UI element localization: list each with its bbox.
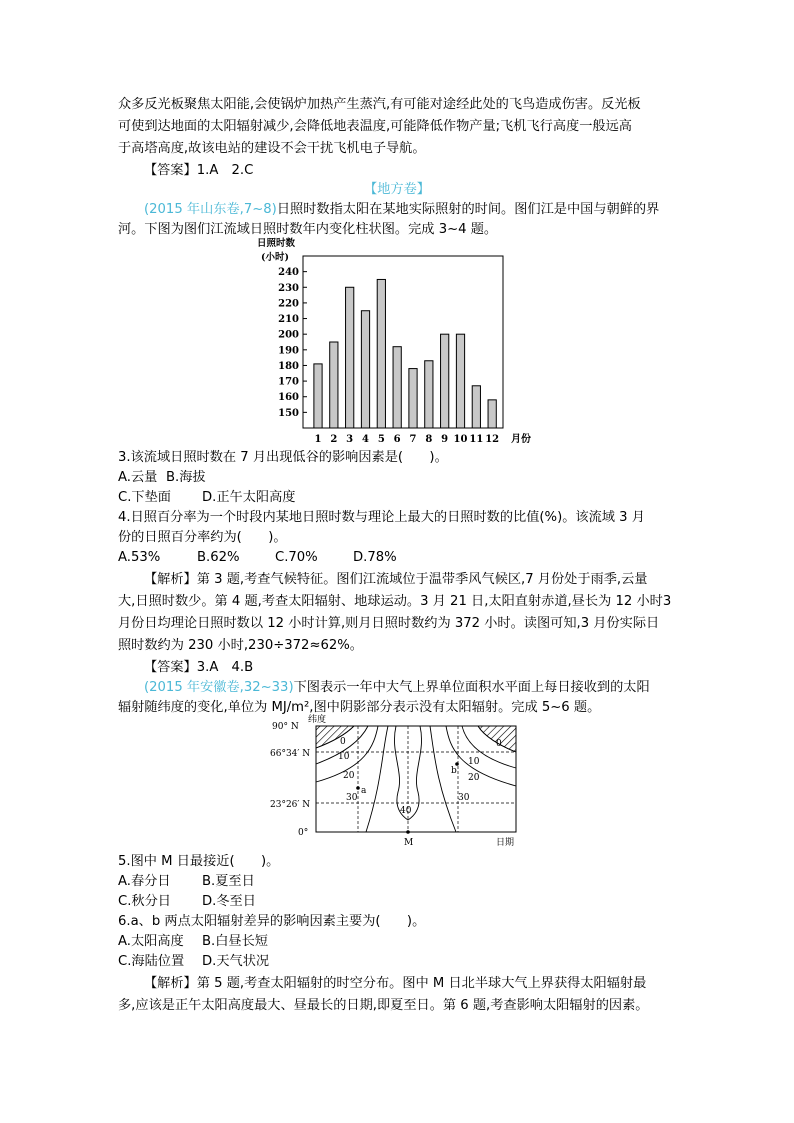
chart-xlabel: 月份	[511, 434, 531, 445]
q5-stem: 5.图中 M 日最接近( )。	[118, 854, 280, 869]
sunshine-bar-chart	[255, 236, 555, 446]
solar-radiation-figure	[270, 712, 530, 852]
q56-intro-line-1	[144, 678, 650, 698]
answer-1-2: 【答案】1.A 2.C	[144, 163, 254, 178]
answer-3-4: 【答案】3.A 4.B	[144, 660, 254, 675]
y-tick-label-210: 210	[278, 314, 299, 326]
chart-ylabel-line-2: (小时)	[261, 252, 289, 263]
x-tick-label-1: 1	[314, 434, 322, 445]
analysis34-line-3: 月份日均理论日照时数以 12 小时计算,则月日照时数约为 372 小时。读图可知,3 月份实际日	[118, 616, 660, 631]
q3-option-b: B.海拔	[166, 470, 206, 485]
q34-intro-line-2: 河。下图为图们江流域日照时数年内变化柱状图。完成 3~4 题。	[118, 222, 498, 237]
m-label: M	[404, 838, 414, 848]
polar-night-left	[316, 726, 354, 748]
x-tick-label-4: 4	[362, 434, 369, 445]
q3-option-a: A.云量	[118, 470, 158, 485]
point-b-label: b	[451, 766, 457, 776]
q6-option-b: B.白昼长短	[202, 934, 268, 949]
contour-30-right	[430, 726, 456, 832]
q34-source: (2015 年山东卷,7~8)	[144, 202, 277, 217]
bar-month-2	[330, 342, 338, 428]
q5-option-d: D.冬至日	[202, 894, 256, 909]
x-tick-label-3: 3	[346, 434, 354, 445]
intro-line-2: 可使到达地面的太阳辐射减少,会降低地表温度,可能降低作物产量;飞机飞行高度一般远高	[118, 119, 632, 134]
bar-month-4	[361, 311, 369, 428]
y-tick-label-150: 150	[278, 407, 299, 419]
y-tick-label-160: 160	[278, 392, 299, 404]
q34-intro-line-1	[144, 200, 659, 220]
y-tick-label-170: 170	[278, 376, 299, 388]
bar-month-12	[488, 400, 496, 428]
analysis34-line-2: 大,日照时数少。第 4 题,考查太阳辐射、地球运动。3 月 21 日,太阳直射赤道,昼长为 12 小时3	[118, 594, 672, 609]
contour-label-10-right: 10	[468, 757, 480, 767]
analysis56-line-1: 【解析】第 5 题,考查太阳辐射的时空分布。图中 M 日北半球大气上界获得太阳辐射最	[144, 976, 647, 991]
q34-text-first: 日照时数指太阳在某地实际照射的时间。图们江是中国与朝鲜的界	[276, 202, 660, 217]
q6-option-a: A.太阳高度	[118, 934, 184, 949]
x-tick-label-2: 2	[330, 434, 338, 445]
lat-23-label: 23°26′ N	[270, 800, 311, 810]
q6-options-row-2	[118, 952, 269, 972]
contour-label-40: 40	[400, 806, 412, 816]
fig2-xlabel: 日期	[496, 838, 515, 848]
q4-option-a: A.53%	[118, 550, 161, 565]
bar-month-6	[393, 347, 401, 428]
contour-label-30-right: 30	[458, 793, 470, 803]
q6-option-d: D.天气状况	[202, 954, 270, 969]
bar-month-3	[346, 287, 354, 428]
q5-options-row-2	[118, 892, 256, 912]
y-tick-label-240: 240	[278, 267, 299, 279]
y-tick-label-180: 180	[278, 360, 299, 372]
q5-option-b: B.夏至日	[202, 874, 255, 889]
bar-month-11	[472, 386, 480, 428]
q5-option-c: C.秋分日	[118, 894, 171, 909]
x-tick-label-8: 8	[425, 434, 433, 445]
x-tick-label-7: 7	[409, 434, 417, 445]
bar-month-9	[441, 334, 449, 428]
lat-0-label: 0°	[298, 828, 309, 838]
bar-month-10	[456, 334, 464, 428]
y-tick-label-200: 200	[278, 329, 299, 341]
contour-label-10-left: 10	[338, 752, 350, 762]
contour-label-30-left: 30	[346, 793, 358, 803]
q4-stem-line-1: 4.日照百分率为一个时段内某地日照时数与理论上最大的日照时数的比值(%)。该流域 3 月	[118, 510, 645, 525]
analysis34-line-1: 【解析】第 3 题,考查气候特征。图们江流域位于温带季风气候区,7 月份处于雨季,云量	[144, 572, 648, 587]
lat-90-label: 90° N	[272, 722, 299, 732]
section-title: 【地方卷】	[364, 182, 430, 197]
q3-stem: 3.该流域日照时数在 7 月出现低谷的影响因素是( )。	[118, 450, 448, 465]
point-a	[356, 786, 360, 790]
q4-options	[118, 548, 397, 568]
q6-stem: 6.a、b 两点太阳辐射差异的影响因素主要为( )。	[118, 914, 426, 929]
analysis34-line-4: 照时数约为 230 小时,230÷372≈62%。	[118, 638, 363, 653]
q56-text-first: 下图表示一年中大气上界单位面积水平面上每日接收到的太阳	[293, 680, 650, 695]
contour-label-20-right: 20	[468, 773, 480, 783]
q5-option-a: A.春分日	[118, 874, 171, 889]
y-tick-label-220: 220	[278, 298, 299, 310]
y-tick-label-230: 230	[278, 282, 299, 294]
bar-month-1	[314, 364, 322, 428]
x-tick-label-9: 9	[441, 434, 449, 445]
intro-line-1: 众多反光板聚焦太阳能,会使锅炉加热产生蒸汽,有可能对途经此处的飞鸟造成伤害。反光板	[118, 97, 641, 112]
contour-label-0-left: 0	[340, 737, 346, 747]
x-tick-label-11: 11	[469, 434, 484, 445]
q5-options-row-1	[118, 872, 255, 892]
q4-option-d: D.78%	[353, 550, 397, 565]
bar-month-8	[425, 361, 433, 428]
x-tick-label-6: 6	[393, 434, 401, 445]
chart-ylabel-line-1: 日照时数	[257, 238, 296, 249]
q56-intro-line-2: 辐射随纬度的变化,单位为 MJ/m²,图中阴影部分表示没有太阳辐射。完成 5~6 题。	[118, 700, 601, 715]
q3-option-d: D.正午太阳高度	[202, 490, 296, 505]
q3-options-row-2	[118, 488, 295, 508]
q6-options-row-1	[118, 932, 268, 952]
q4-stem-line-2: 份的日照百分率约为( )。	[118, 530, 287, 545]
q3-option-c: C.下垫面	[118, 490, 171, 505]
y-tick-label-190: 190	[278, 345, 299, 357]
q3-options-row-1	[118, 468, 206, 488]
x-tick-label-12: 12	[485, 434, 500, 445]
analysis56-line-2: 多,应该是正午太阳高度最大、昼最长的日期,即夏至日。第 6 题,考查影响太阳辐射的因素。	[118, 998, 649, 1013]
contour-label-20-left: 20	[343, 771, 355, 781]
bar-month-5	[377, 279, 385, 428]
q4-option-b: B.62%	[197, 550, 240, 565]
q6-option-c: C.海陆位置	[118, 954, 185, 969]
contour-label-0-right: 0	[496, 739, 502, 749]
q56-source: (2015 年安徽卷,32~33)	[144, 680, 294, 695]
intro-line-3: 于高塔高度,故该电站的建设不会干扰飞机电子导航。	[118, 141, 426, 156]
fig2-ylabel: 纬度	[308, 715, 327, 725]
contour-30-left	[366, 726, 388, 832]
q4-option-c: C.70%	[275, 550, 318, 565]
x-tick-label-10: 10	[453, 434, 468, 445]
x-tick-label-5: 5	[377, 434, 385, 445]
point-a-label: a	[361, 786, 367, 796]
lat-66-label: 66°34′ N	[270, 749, 311, 759]
bar-month-7	[409, 369, 417, 428]
